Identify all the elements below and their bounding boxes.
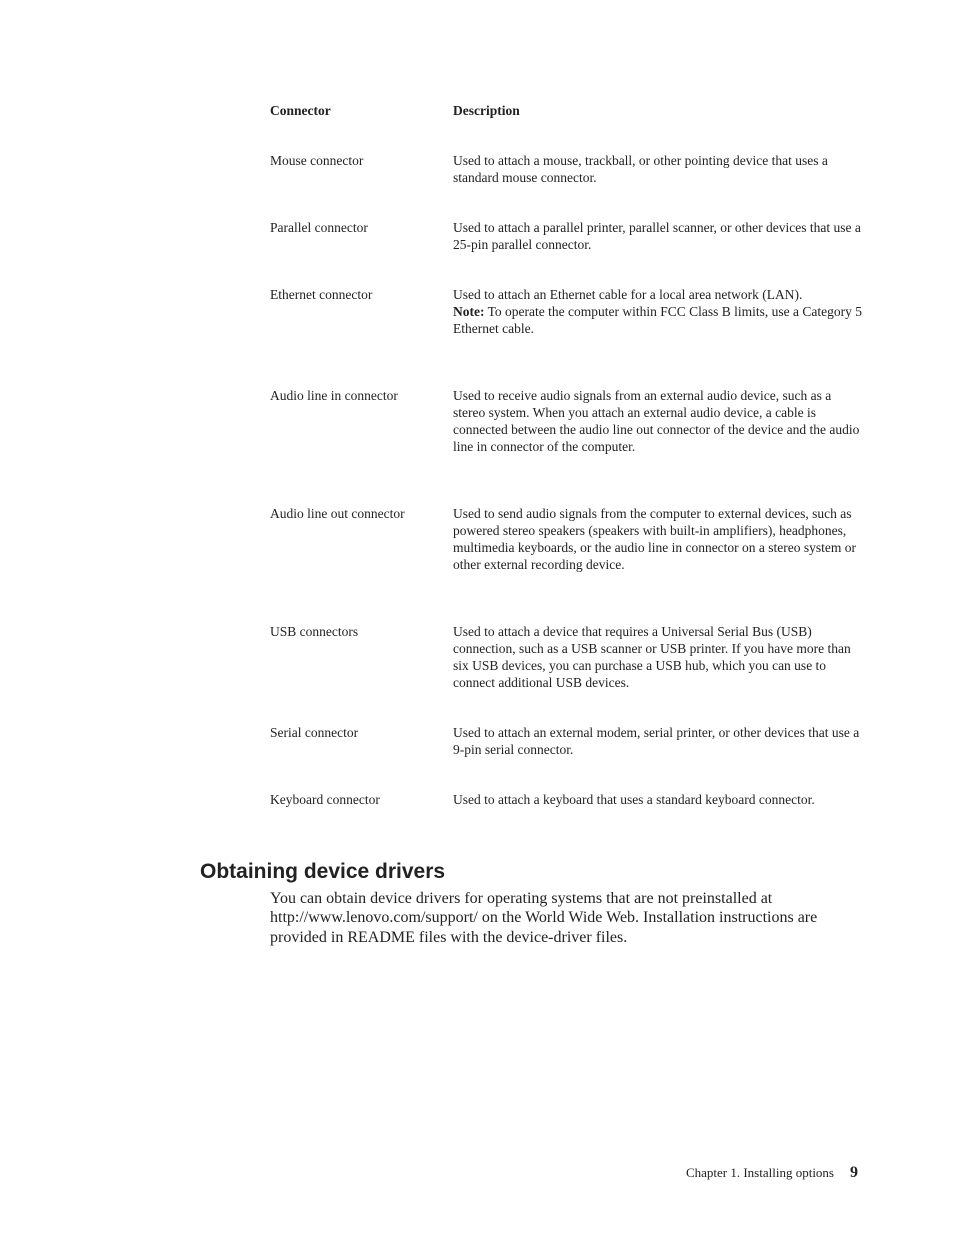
connector-description-block bbox=[453, 286, 863, 337]
section-body: You can obtain device drivers for operating systems that are not preinstalled at http://www.lenovo.com/support/ on the World Wide Web. Installation instructions are provided in README files with the device-driver files. bbox=[270, 890, 818, 946]
connector-description: Used to receive audio signals from an external audio device, such as a stereo system. When you attach an external audio device, a cable is connected between the audio line out connector of the device and the audio line in connector of the computer. bbox=[453, 388, 860, 454]
connector-name: Serial connector bbox=[270, 725, 359, 740]
connector-name: Audio line out connector bbox=[270, 506, 405, 521]
connector-name: Audio line in connector bbox=[270, 388, 398, 403]
connector-description: Used to attach a keyboard that uses a standard keyboard connector. bbox=[453, 792, 815, 807]
ethernet-note bbox=[453, 303, 863, 337]
connector-table-header bbox=[270, 102, 870, 122]
chapter-title: Chapter 1. Installing options bbox=[685, 1165, 834, 1181]
connector-description: Used to attach a parallel printer, parallel scanner, or other devices that use a 25-pin parallel connector. bbox=[453, 220, 861, 252]
section-heading: Obtaining device drivers bbox=[200, 860, 446, 883]
connector-description: Used to attach a mouse, trackball, or other pointing device that uses a standard mouse connector. bbox=[453, 153, 828, 185]
column-header-connector: Connector bbox=[270, 103, 331, 118]
connector-description: Used to attach an external modem, serial printer, or other devices that use a 9-pin serial connector. bbox=[453, 725, 860, 757]
column-header-description: Description bbox=[453, 103, 520, 118]
connector-name: Ethernet connector bbox=[270, 287, 373, 302]
connector-name: Keyboard connector bbox=[270, 792, 380, 807]
page-footer bbox=[686, 1162, 858, 1183]
page-number: 9 bbox=[850, 1164, 858, 1182]
connector-description: Used to send audio signals from the computer to external devices, such as powered stereo speakers (speakers with built-in amplifiers), headphones, multimedia keyboards, or the audio line in connector on a stereo system or other external recording device. bbox=[453, 506, 857, 572]
note-label: Note: bbox=[453, 304, 485, 319]
connector-name: Parallel connector bbox=[270, 220, 368, 235]
connector-description: Used to attach a device that requires a Universal Serial Bus (USB) connection, such as a USB scanner or USB printer. If you have more than six USB devices, you can purchase a USB hub, which you can use to connect additional USB devices. bbox=[453, 624, 851, 690]
connector-description: Used to attach an Ethernet cable for a local area network (LAN). bbox=[453, 287, 803, 302]
note-text: To operate the computer within FCC Class B limits, use a Category 5 Ethernet cable. bbox=[453, 304, 863, 336]
connector-name: USB connectors bbox=[270, 624, 359, 639]
connector-name: Mouse connector bbox=[270, 153, 364, 168]
